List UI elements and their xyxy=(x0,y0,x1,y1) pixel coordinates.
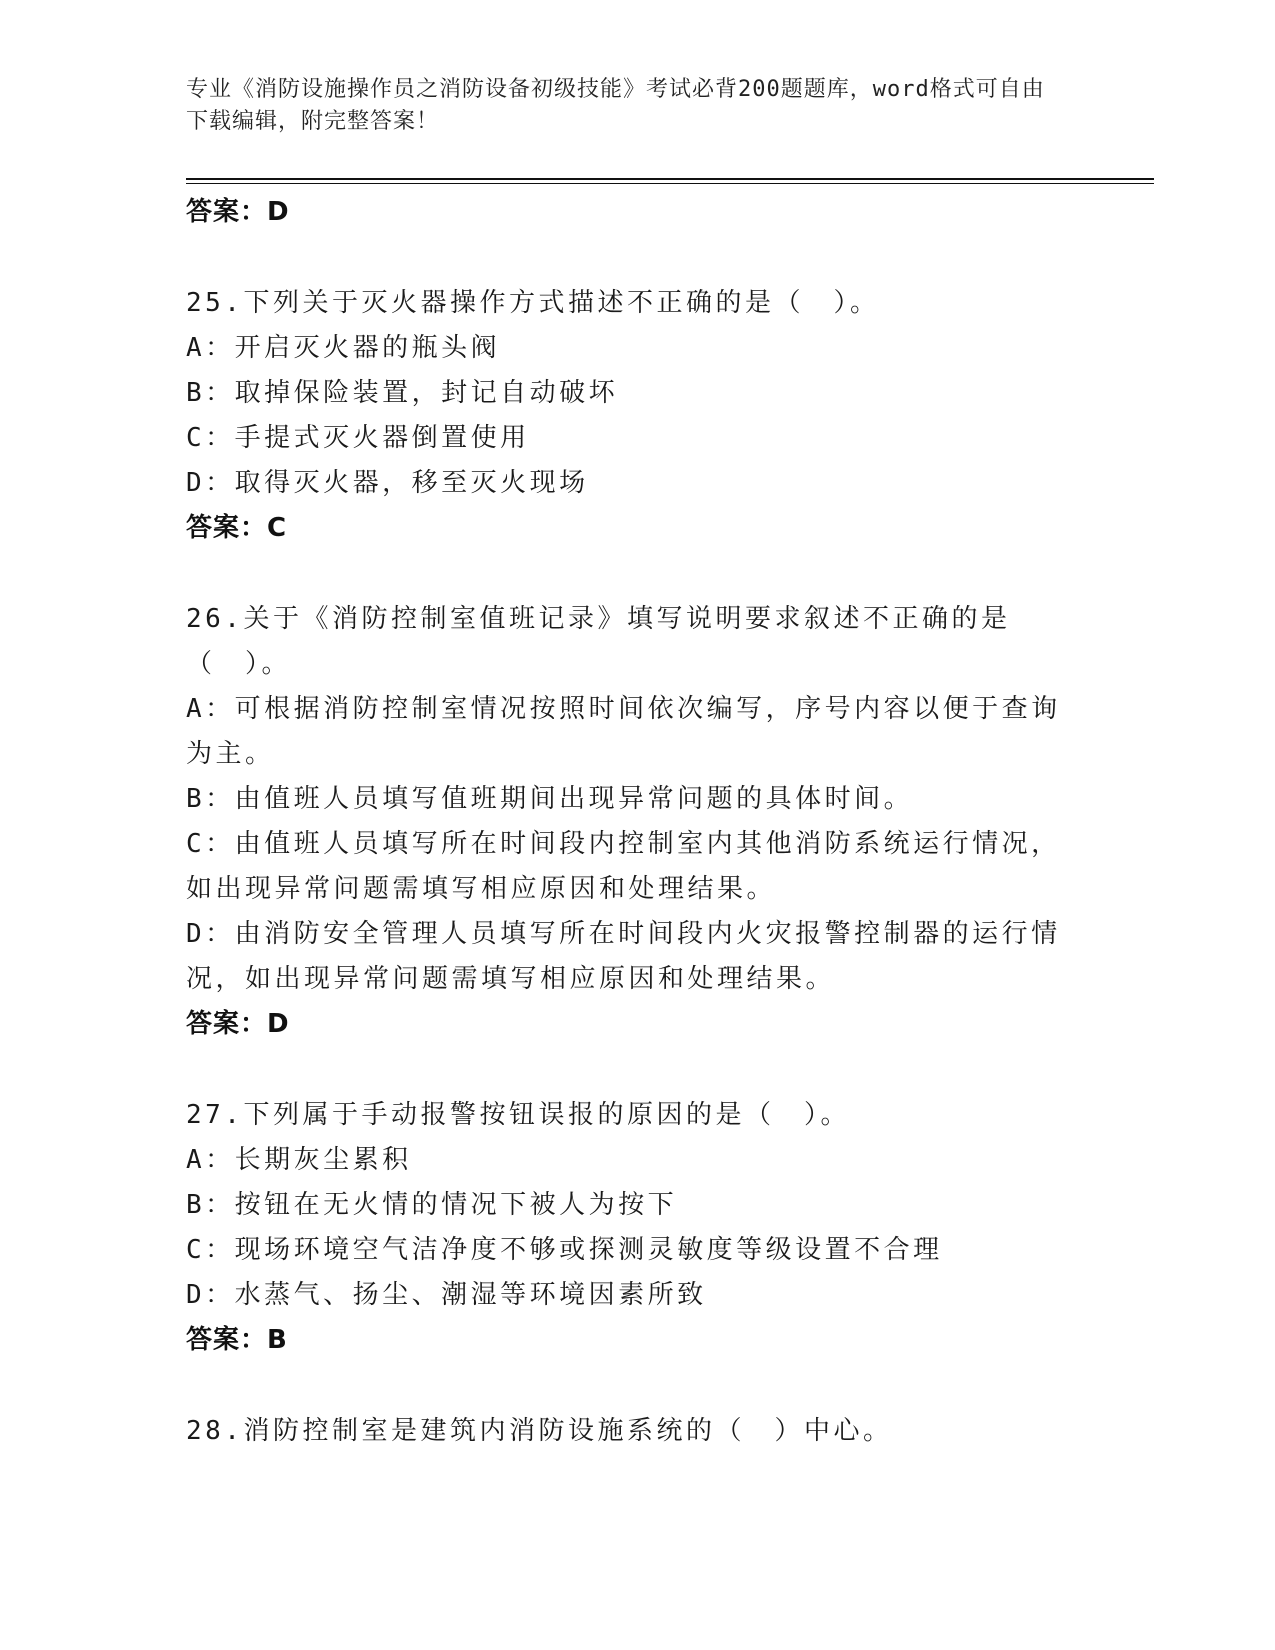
question-answer: 答案：D xyxy=(186,1009,290,1039)
question-stem: 26.关于《消防控制室值班记录》填写说明要求叙述不正确的是（ ）。 xyxy=(186,604,1011,679)
question-28 xyxy=(186,1409,1076,1454)
question-26 xyxy=(186,597,1076,1047)
question-27 xyxy=(186,1093,1076,1363)
option-c: C：由值班人员填写所在时间段内控制室内其他消防系统运行情况，如出现异常问题需填写相应原因和处理结果。 xyxy=(186,829,1061,904)
option-a: A：可根据消防控制室情况按照时间依次编写，序号内容以便于查询为主。 xyxy=(186,694,1061,769)
question-answer: 答案：C xyxy=(186,513,288,543)
option-b: B：按钮在无火情的情况下被人为按下 xyxy=(186,1190,678,1220)
question-stem: 25.下列关于灭火器操作方式描述不正确的是（ ）。 xyxy=(186,288,880,318)
question-stem: 27.下列属于手动报警按钮误报的原因的是（ ）。 xyxy=(186,1100,850,1130)
question-answer: 答案：B xyxy=(186,1325,288,1355)
option-a: A：长期灰尘累积 xyxy=(186,1145,412,1175)
header-divider-thin xyxy=(186,183,1154,184)
option-c: C：手提式灭火器倒置使用 xyxy=(186,423,530,453)
option-b: B：由值班人员填写值班期间出现异常问题的具体时间。 xyxy=(186,784,914,814)
header-divider-thick xyxy=(186,178,1154,180)
option-b: B：取掉保险装置，封记自动破坏 xyxy=(186,378,619,408)
option-a: A：开启灭火器的瓶头阀 xyxy=(186,333,501,363)
page-header: 专业《消防设施操作员之消防设备初级技能》考试必背200题题库，word格式可自由下载编辑，附完整答案！ xyxy=(186,77,1045,134)
option-d: D：取得灭火器，移至灭火现场 xyxy=(186,468,589,498)
question-stem: 28.消防控制室是建筑内消防设施系统的（ ）中心。 xyxy=(186,1416,893,1446)
option-d: D：由消防安全管理人员填写所在时间段内火灾报警控制器的运行情况，如出现异常问题需填写相应原因和处理结果。 xyxy=(186,919,1061,994)
option-d: D：水蒸气、扬尘、潮湿等环境因素所致 xyxy=(186,1280,707,1310)
option-c: C：现场环境空气洁净度不够或探测灵敏度等级设置不合理 xyxy=(186,1235,943,1265)
previous-answer: 答案：D xyxy=(186,197,290,227)
question-25 xyxy=(186,281,1076,551)
document-body xyxy=(186,190,1076,1454)
